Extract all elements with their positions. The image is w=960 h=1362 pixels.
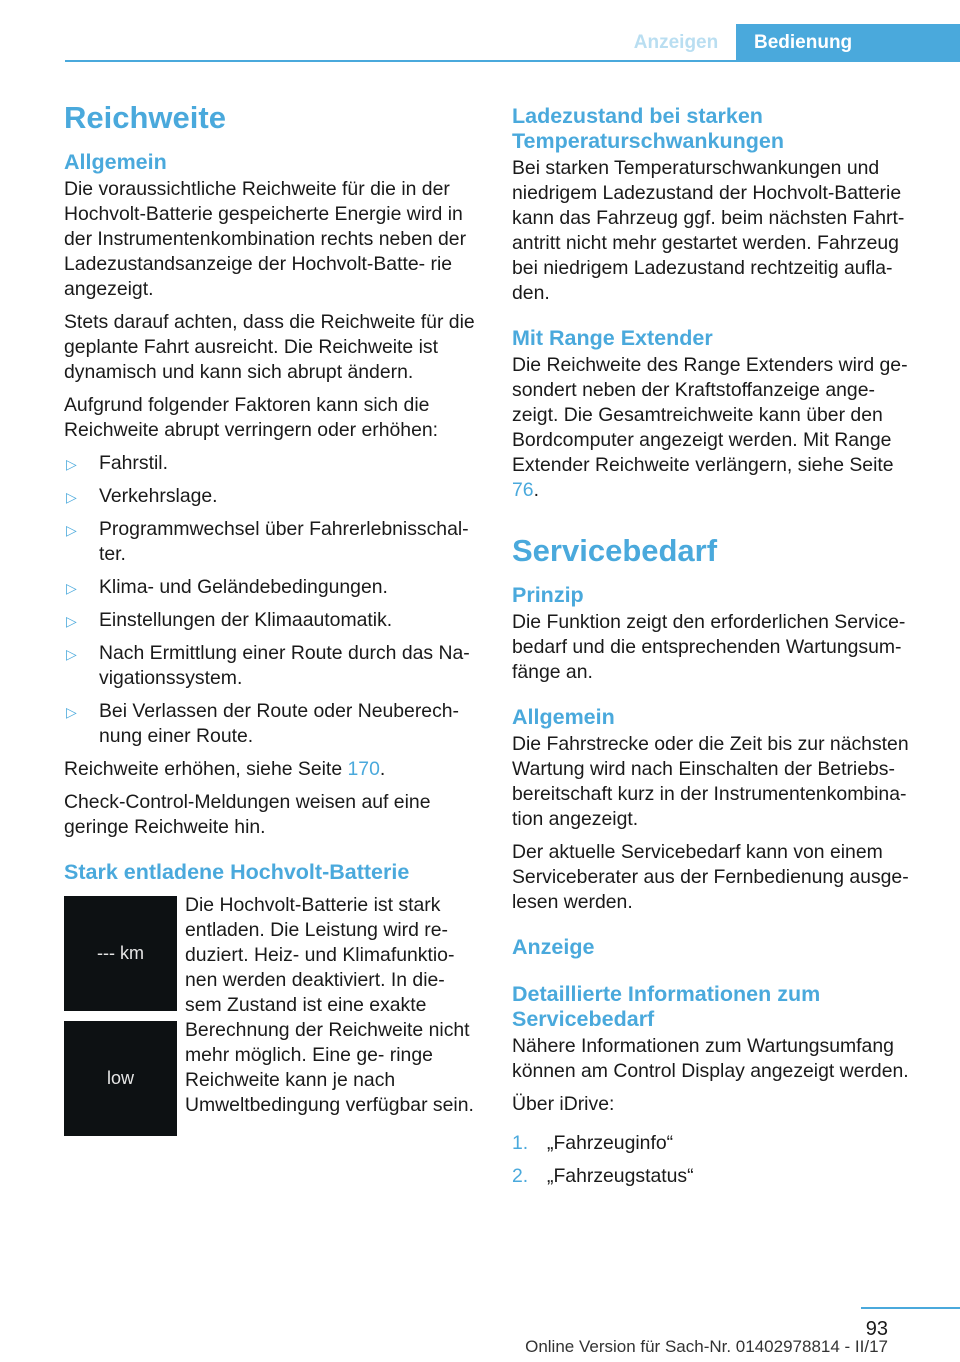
step-number: 2. [512, 1165, 529, 1187]
paragraph: Die Reichweite des Range Extenders wird ge- sondert neben der Kraftstoffanzeige ange- zeigt. Die Gesamtreichweite kann über den Bordcomputer angezeigt werden. Mit Range Extender Reichweite verlängern, siehe Seite 76. [512, 354, 908, 501]
list-item: ▷ Verkehrslage. [64, 484, 482, 509]
paragraph: Die voraussichtliche Reichweite für die in der Hochvolt-Batterie gespeicherte Energie wird in der Instrumentenkombination rechts neben der Ladezustandsanzeige der Hochvolt-Batte- rie angezeigt. [64, 178, 467, 300]
list-item: ▷ Nach Ermittlung einer Route durch das Na- vigationssystem. [66, 642, 470, 689]
list-item: ▷ Fahrstil. [64, 451, 482, 476]
display-low-image: low [64, 1021, 177, 1136]
triangle-bullet-icon: ▷ [66, 613, 77, 629]
paragraph: Bei starken Temperaturschwankungen und niedrigem Ladezustand der Hochvolt-Batterie kann das Fahrzeug ggf. beim nächsten Fahrt- antritt nicht mehr gestartet werden. Fahrzeug bei niedrigem Ladezustand rechtzeitig aufla- den. [512, 157, 905, 304]
paragraph: Über iDrive: [512, 1093, 615, 1115]
paragraph: Die Fahrstrecke oder die Zeit bis zur nächsten Wartung wird nach Einschalten der Betriebs- bereitschaft kurz in der Instrumentenkombina- tion angezeigt. [512, 733, 909, 830]
page-number: 93 [865, 1318, 888, 1340]
heading-detaillierte-informationen: Detaillierte Informationen zum Servicebedarf [512, 982, 821, 1031]
list-item: ▷ Einstellungen der Klimaautomatik. [64, 608, 482, 633]
footer-rule [861, 1307, 960, 1309]
page-link-170[interactable]: 170 [347, 758, 380, 780]
heading-allgemein: Allgemein [64, 150, 167, 174]
triangle-bullet-icon: ▷ [66, 522, 77, 538]
paragraph: Stets darauf achten, dass die Reichweite für die geplante Fahrt ausreicht. Die Reichweite ist dynamisch und kann sich abrupt ändern. [64, 311, 475, 383]
triangle-bullet-icon: ▷ [66, 646, 77, 662]
right-column [512, 98, 924, 1197]
paragraph: Check-Control-Meldungen weisen auf eine geringe Reichweite hin. [64, 791, 431, 838]
triangle-bullet-icon: ▷ [66, 456, 77, 472]
display-km-image: --- km [64, 896, 177, 1011]
list-item: 2. „Fahrzeugstatus“ [512, 1165, 694, 1187]
paragraph: Aufgrund folgender Faktoren kann sich die Reichweite abrupt verringern oder erhöhen: [64, 394, 439, 441]
header-tab-bedienung[interactable]: Bedienung [736, 24, 960, 62]
paragraph: Reichweite erhöhen, siehe Seite 170. [64, 758, 386, 780]
online-version-footer: Online Version für Sach-Nr. 01402978814 - II/17 [525, 1337, 888, 1356]
list-item: ▷ Bei Verlassen der Route oder Neuberech- nung einer Route. [66, 700, 460, 747]
battery-warning-block [64, 893, 482, 1118]
idrive-steps-list [512, 1131, 924, 1189]
list-item: ▷ Programmwechsel über Fahrerlebnisschal- ter. [66, 518, 469, 565]
list-item: 1. „Fahrzeuginfo“ [512, 1132, 674, 1154]
factor-list [64, 451, 482, 749]
heading-anzeige: Anzeige [512, 935, 595, 959]
section-title-reichweite: Reichweite [64, 100, 226, 135]
left-column [64, 98, 482, 1118]
heading-stark-entladen: Stark entladene Hochvolt-Batterie [64, 860, 410, 884]
triangle-bullet-icon: ▷ [66, 580, 77, 596]
step-number: 1. [512, 1132, 529, 1154]
paragraph: Der aktuelle Servicebedarf kann von einem Serviceberater aus der Fernbedienung ausge- lesen werden. [512, 841, 909, 913]
triangle-bullet-icon: ▷ [66, 489, 77, 505]
paragraph: Die Funktion zeigt den erforderlichen Service- bedarf und die entsprechenden Wartungsum- fänge an. [512, 611, 906, 683]
triangle-bullet-icon: ▷ [66, 704, 77, 720]
heading-prinzip: Prinzip [512, 583, 584, 607]
header-tab-anzeigen[interactable]: Anzeigen [633, 32, 719, 53]
heading-allgemein-service: Allgemein [512, 705, 615, 729]
paragraph: Nähere Informationen zum Wartungsumfang können am Control Display angezeigt werden. [512, 1035, 909, 1082]
header-rule [65, 60, 960, 62]
heading-ladezustand: Ladezustand bei starken Temperaturschwankungen [512, 104, 784, 153]
heading-range-extender: Mit Range Extender [512, 326, 713, 350]
list-item: ▷ Klima- und Geländebedingungen. [64, 575, 482, 600]
section-title-servicebedarf: Servicebedarf [512, 533, 718, 568]
page-link-76[interactable]: 76 [512, 479, 534, 501]
warning-text: Die Hochvolt-Batterie ist stark entladen. Die Leistung wird re- duziert. Heiz- und Klimafunktio- nen werden deaktiviert. In die- sem Zustand ist eine exakte Berechnung der Reichweite nicht mehr möglich. Eine ge- ringe Reichweite kann je nach Umweltbedingung verfügbar sein. [185, 894, 474, 1116]
